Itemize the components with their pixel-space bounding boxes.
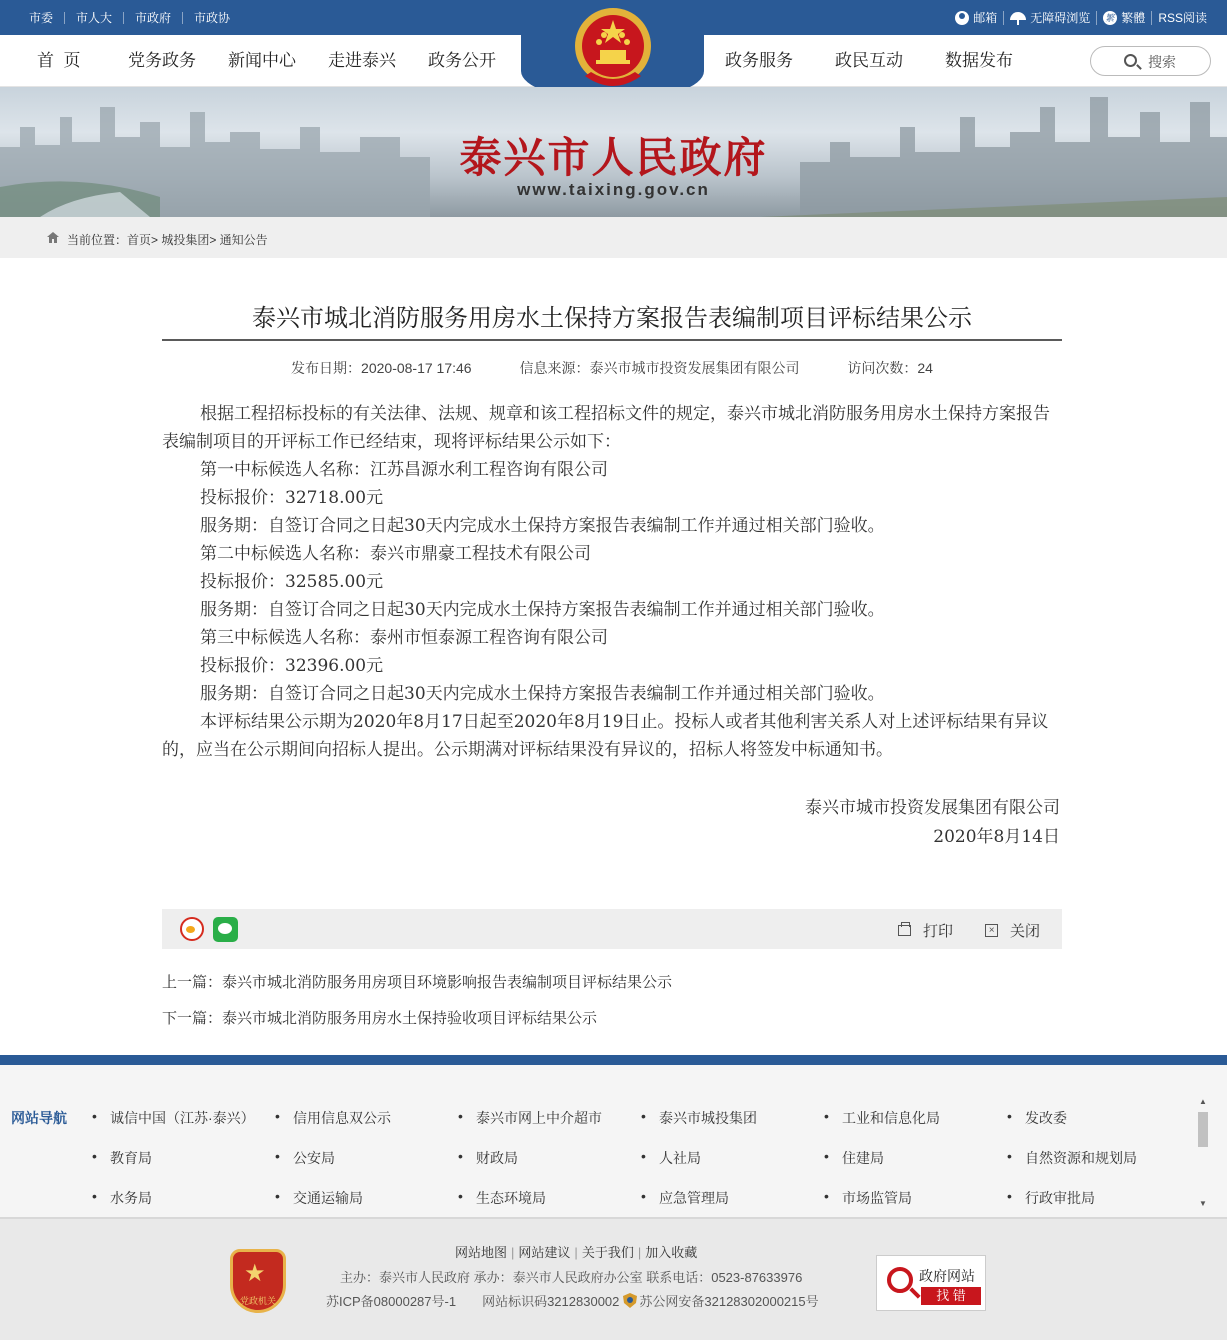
site-nav-link[interactable]: • 工业和信息化局 <box>842 1108 940 1128</box>
nav-government-services[interactable]: 政务服务 <box>725 51 793 70</box>
article-paragraph: 第二中标候选人名称：泰兴市鼎豪工程技术有限公司 <box>200 544 591 564</box>
breadcrumb-text[interactable]: 当前位置：首页> 城投集团> 通知公告 <box>67 233 268 247</box>
top-links-right <box>949 0 1213 35</box>
site-code: 网站标识码3212830002 <box>482 1294 620 1309</box>
article-paragraph: 根据工程招标投标的有关法律、法规、规章和该工程招标文件的规定，泰兴市城北消防服务用房水土保持方案报告表编制项目的开评标工作已经结束，现将评标结果公示如下： <box>162 404 1050 452</box>
top-link-cppcc[interactable]: 市政协 <box>194 10 231 25</box>
site-navigation <box>0 1055 1227 1217</box>
site-nav-link[interactable]: • 教育局 <box>110 1148 152 1168</box>
icp-number[interactable]: 苏ICP备08000287号-1 <box>326 1294 457 1309</box>
site-nav-link[interactable]: • 泰兴市网上中介超市 <box>476 1108 602 1128</box>
nav-home[interactable]: 首 页 <box>37 51 81 70</box>
site-title: 泰兴市人民政府 <box>459 133 768 182</box>
footer-link-sitemap[interactable]: 网站地图 <box>455 1245 508 1260</box>
close-button[interactable]: × 关闭 <box>985 920 1040 941</box>
site-nav-link[interactable]: • 自然资源和规划局 <box>1025 1148 1137 1168</box>
footer-links: 网站地图 | 网站建议 | 关于我们 | 加入收藏 <box>455 1245 698 1260</box>
site-nav-link[interactable]: • 泰兴市城投集团 <box>659 1108 757 1128</box>
footer-host-info: 主办：泰兴市人民政府 承办：泰兴市人民政府办公室 联系电话：0523-87633976 <box>340 1270 803 1285</box>
site-nav-link[interactable]: • 应急管理局 <box>659 1188 729 1208</box>
article-body <box>162 400 1062 764</box>
site-nav-link[interactable]: • 行政审批局 <box>1025 1188 1095 1208</box>
nav-news-center[interactable]: 新闻中心 <box>228 51 296 70</box>
top-link-government[interactable]: 市政府 <box>124 12 183 24</box>
magnifier-icon <box>887 1267 913 1293</box>
article-title: 泰兴市城北消防服务用房水土保持方案报告表编制项目评标结果公示 <box>252 305 972 332</box>
site-nav-link[interactable]: • 诚信中国（江苏·泰兴） <box>110 1108 255 1128</box>
site-nav-link[interactable]: • 发改委 <box>1025 1108 1067 1128</box>
police-badge-icon <box>623 1293 637 1308</box>
search-icon <box>1124 54 1137 67</box>
home-icon <box>47 232 59 243</box>
scroll-down-icon[interactable]: ▼ <box>1199 1199 1207 1208</box>
site-nav-link[interactable]: • 生态环境局 <box>476 1188 546 1208</box>
article-paragraph: 第一中标候选人名称：江苏昌源水利工程咨询有限公司 <box>200 460 608 480</box>
banner <box>0 87 1227 217</box>
nav-interaction[interactable]: 政民互动 <box>835 51 903 70</box>
site-nav-link[interactable]: • 交通运输局 <box>293 1188 363 1208</box>
close-icon: × <box>985 924 998 937</box>
wechat-share-icon[interactable] <box>213 917 238 942</box>
info-source: 信息来源：泰兴市城市投资发展集团有限公司 <box>519 360 800 376</box>
next-article-link[interactable]: 下一篇：泰兴市城北消防服务用房水土保持验收项目评标结果公示 <box>162 1010 598 1027</box>
scroll-up-icon[interactable]: ▲ <box>1199 1097 1207 1106</box>
site-nav-link[interactable]: • 信用信息双公示 <box>293 1108 391 1128</box>
print-button[interactable]: 打印 <box>898 920 953 941</box>
prev-article-link[interactable]: 上一篇：泰兴市城北消防服务用房项目环境影响报告表编制项目评标结果公示 <box>162 974 673 991</box>
site-nav-link[interactable]: • 公安局 <box>293 1148 335 1168</box>
footer-registration <box>326 1291 819 1310</box>
footer <box>0 1217 1227 1340</box>
nav-party-affairs[interactable]: 党务政务 <box>128 51 196 70</box>
article-paragraph: 服务期：自签订合同之日起30天内完成水土保持方案报告表编制工作并通过相关部门验收。 <box>200 516 885 536</box>
party-government-badge-icon[interactable]: ★ 党政机关 <box>230 1249 286 1313</box>
site-nav-label: 网站导航 <box>11 1110 67 1126</box>
printer-icon <box>898 925 911 936</box>
article-paragraph: 第三中标候选人名称：泰州市恒泰源工程咨询有限公司 <box>200 628 608 648</box>
article-paragraph: 服务期：自签订合同之日起30天内完成水土保持方案报告表编制工作并通过相关部门验收。 <box>200 684 885 704</box>
police-record[interactable]: 苏公网安备32128302000215号 <box>623 1291 818 1310</box>
nav-about-taixing[interactable]: 走进泰兴 <box>328 51 396 70</box>
rss-link[interactable]: RSS阅读 <box>1158 10 1207 25</box>
nav-data-release[interactable]: 数据发布 <box>945 51 1013 70</box>
site-nav-link[interactable]: • 水务局 <box>110 1188 152 1208</box>
accessibility-link[interactable]: 无障碍浏览 <box>1004 11 1097 25</box>
site-nav-link[interactable]: • 住建局 <box>842 1148 884 1168</box>
article-paragraph: 服务期：自签订合同之日起30天内完成水土保持方案报告表编制工作并通过相关部门验收。 <box>200 600 885 620</box>
top-link-party[interactable]: 市委 <box>18 12 65 24</box>
find-error-button[interactable]: 政府网站 找 错 <box>876 1255 986 1311</box>
accessibility-icon <box>1010 11 1026 25</box>
user-icon <box>955 11 969 25</box>
traditional-chinese-icon <box>1103 11 1117 25</box>
signature-org: 泰兴市城市投资发展集团有限公司 <box>805 798 1060 818</box>
footer-link-about[interactable]: 关于我们 <box>581 1245 634 1260</box>
article-paragraph: 本评标结果公示期为2020年8月17日起至2020年8月19日止。投标人或者其他利害关系人对上述评标结果有异议的，应当在公示期间向招标人提出。公示期满对评标结果没有异议的，招标人将签发中标通知书。 <box>162 712 1049 760</box>
title-divider <box>162 339 1062 341</box>
site-nav-scrollbar[interactable] <box>1195 1095 1211 1215</box>
national-emblem-icon <box>571 4 655 96</box>
breadcrumb <box>0 217 1227 258</box>
traditional-chinese-link[interactable]: 繁 繁體 <box>1097 11 1152 25</box>
signature-date: 2020年8月14日 <box>933 827 1060 847</box>
visit-count: 访问次数：24 <box>847 360 933 376</box>
article-paragraph: 投标报价：32585.00元 <box>200 572 384 592</box>
publish-date: 发布日期：2020-08-17 17:46 <box>291 360 472 376</box>
mailbox-link[interactable]: 邮箱 <box>949 11 1004 25</box>
article-meta <box>162 358 1062 378</box>
nav-open-government[interactable]: 政务公开 <box>428 51 496 70</box>
article-paragraph: 投标报价：32396.00元 <box>200 656 384 676</box>
top-links-left <box>18 0 241 35</box>
top-link-congress[interactable]: 市人大 <box>65 12 124 24</box>
site-nav-link[interactable]: • 市场监管局 <box>842 1188 912 1208</box>
site-nav-link[interactable]: • 人社局 <box>659 1148 701 1168</box>
article-paragraph: 投标报价：32718.00元 <box>200 488 384 508</box>
footer-link-suggestion[interactable]: 网站建议 <box>518 1245 571 1260</box>
site-nav-link[interactable]: • 财政局 <box>476 1148 518 1168</box>
share-bar <box>162 909 1062 949</box>
scroll-thumb[interactable] <box>1198 1112 1208 1147</box>
weibo-share-icon[interactable] <box>180 917 204 941</box>
site-url: www.taixing.gov.cn <box>517 180 710 199</box>
footer-link-favorite[interactable]: 加入收藏 <box>645 1245 698 1260</box>
search-button[interactable]: 搜索 <box>1090 46 1211 76</box>
